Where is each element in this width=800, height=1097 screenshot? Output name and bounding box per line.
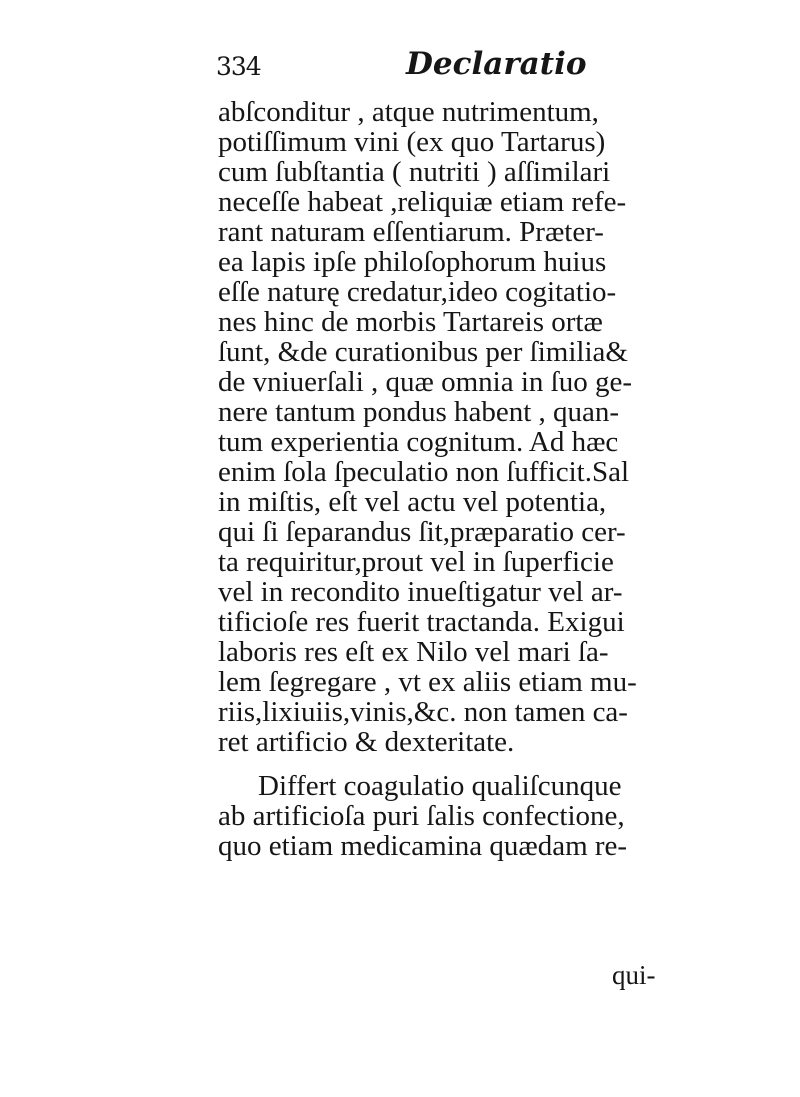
text-line: ſunt, &de curationibus per ſimilia& — [218, 337, 628, 367]
running-head — [216, 40, 666, 90]
text-line: quo etiam medicamina quædam re- — [218, 831, 628, 861]
text-line: vel in recondito inueſtigatur vel ar- — [218, 577, 623, 607]
text-line: enim ſola ſpeculatio non ſufficit.Sal — [218, 457, 630, 487]
text-line: abſconditur , atque nutrimentum, — [218, 97, 599, 127]
text-line: ret artificio & dexteritate. — [218, 727, 515, 757]
text-line: ta requiritur,prout vel in ſuperficie — [218, 547, 614, 577]
text-line: laboris res eſt ex Nilo vel mari ſa- — [218, 637, 609, 667]
text-line: riis,lixiuiis,vinis,&c. non tamen ca- — [218, 697, 628, 727]
text-line: potiſſimum vini (ex quo Tartarus) — [218, 127, 606, 157]
text-line: eſſe naturę credatur,ideo cogitatio- — [218, 277, 617, 307]
text-line: ab artificioſa puri ſalis confectione, — [218, 801, 625, 831]
text-line: cum ſubſtantia ( nutriti ) aſſimilari — [218, 157, 611, 187]
text-line: de vniuerſali , quæ omnia in ſuo ge- — [218, 367, 632, 397]
text-line: tum experientia cognitum. Ad hæc — [218, 427, 619, 457]
text-line: tificioſe res fuerit tractanda. Exigui — [218, 607, 625, 637]
paragraph-first-line: Differt coagulatio qualiſcunque — [258, 771, 622, 801]
text-line: qui ſi ſeparandus ſit,præparatio cer- — [218, 517, 626, 547]
body-text — [218, 97, 666, 861]
text-line: lem ſegregare , vt ex aliis etiam mu- — [218, 667, 637, 697]
text-line: ea lapis ipſe philoſophorum huius — [218, 247, 607, 277]
text-line: nes hinc de morbis Tartareis ortæ — [218, 307, 603, 337]
running-title: Declaratio — [406, 46, 587, 82]
catchword: qui- — [612, 960, 656, 990]
text-line: rant naturam eſſentiarum. Præter- — [218, 217, 604, 247]
text-line: in miſtis, eſt vel actu vel potentia, — [218, 487, 607, 517]
text-line: nere tantum pondus habent , quan- — [218, 397, 620, 427]
page-number: 334 — [216, 52, 261, 81]
text-line: neceſſe habeat ,reliquiæ etiam refe- — [218, 187, 627, 217]
